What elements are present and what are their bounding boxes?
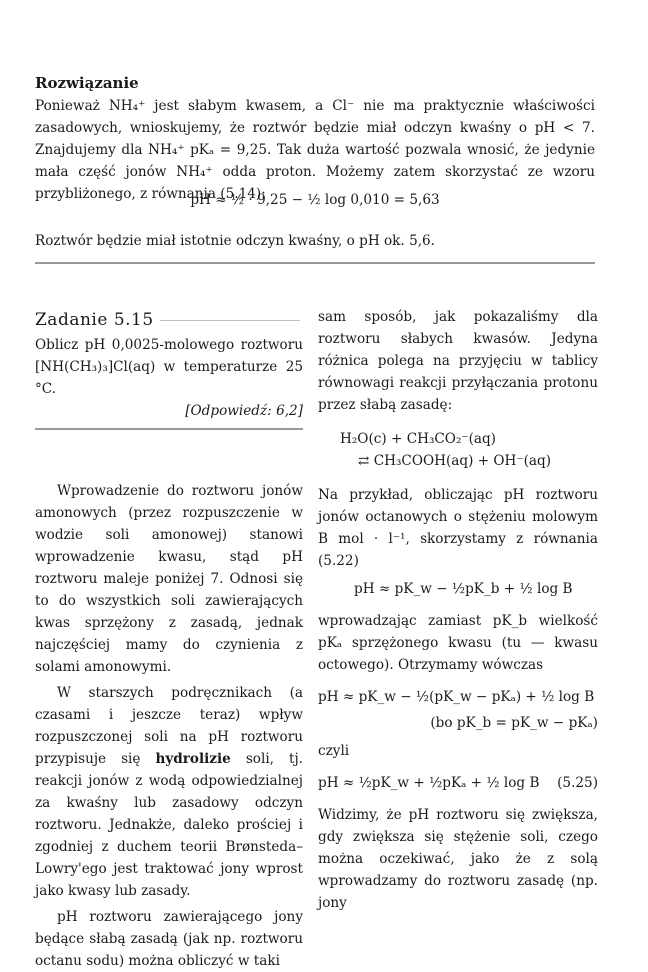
reaction-line-1: H₂O(c) + CH₃CO₂⁻(aq) [340, 431, 496, 447]
section-divider [35, 262, 595, 264]
equation-derivation: pH ≈ pK_w − ½(pK_w − pKₐ) + ½ log B [318, 689, 595, 705]
right-paragraph-4: Widzimy, że pH roztworu się zwiększa, gdy zwiększa się stężenie soli, czego można oczekiwać, jako że z solą wprowadzamy do roztworu zasadę (np. jony [318, 807, 598, 911]
right-paragraph-3: wprowadzając zamiast pK_b wielkość pKₐ sprzężonego kwasu (tu — kwasu octowego). Otrzymamy wówczas [318, 613, 598, 673]
left-paragraph-1: Wprowadzenie do roztworu jonów amonowych (przez rozpuszczenie w wodzie soli amonowej) stanowi wprowadzenie kwasu, stąd pH roztworu maleje poniżej 7. Odnosi się to do wszystkich soli zawierających kwas sprzężony z zasadą, jednak najczęściej mamy do czynienia z solami amonowymi. [35, 483, 303, 675]
task-title: Zadanie 5.15 [35, 310, 154, 330]
solution-paragraph: Ponieważ NH₄⁺ jest słabym kwasem, a Cl⁻ nie ma praktycznie właściwości zasadowych, wnioskujemy, że roztwór będzie miał odczyn kwaśny o pH < 7. Znajdujemy dla NH₄⁺ pKₐ = 9,25. Tak duża wartość pozwala wnosić, że jedynie mała część jonów NH₄⁺ odda proton. Możemy zatem skorzystać ze wzoru przybliżonego, z równania (5.14): [35, 98, 595, 202]
equation-number: (5.25) [557, 775, 598, 791]
right-column [318, 306, 598, 914]
equation-note: (bo pK_b = pK_w − pKₐ) [430, 715, 598, 731]
right-paragraph-1: sam sposób, jak pokazaliśmy dla roztworu słabych kwasów. Jedyna różnica polega na przyjęciu w tablicy równowagi reakcji przyłączania protonu przez słabą zasadę: [318, 309, 598, 413]
left-p2-before: W starszych podręcznikach (a czasami i jeszcze teraz) wpływ rozpuszczonej soli na pH roztworu przypisuje się [35, 685, 303, 767]
left-paragraph-2 [35, 682, 303, 902]
solution-heading: Rozwiązanie [35, 74, 139, 92]
left-paragraph-3: pH roztworu zawierającego jony będące słabą zasadą (jak np. roztworu octanu sodu) można obliczyć w taki [35, 909, 303, 969]
right-paragraph-2: Na przykład, obliczając pH roztworu jonów octanowych o stężeniu molowym B mol · l⁻¹, skorzystamy z równania (5.22) [318, 487, 598, 569]
left-p2-after: soli, tj. reakcji jonów z wodą odpowiedzialnej za kwaśny lub zasadowy odczyn roztworu. Jednakże, daleko prościej i zgodniej z duchem teorii Brønsteda–Lowry'ego jest traktować jony wprost jako kwasy lub zasady. [35, 751, 303, 899]
reaction-line-2: ⇄ CH₃COOH(aq) + OH⁻(aq) [358, 453, 551, 469]
task-divider [35, 428, 303, 430]
czyli-label: czyli [318, 743, 350, 759]
solution-equation: pH ≈ ½ · 9,25 − ½ log 0,010 = 5,63 [190, 192, 440, 208]
left-column [35, 480, 303, 972]
solution-conclusion: Roztwór będzie miał istotnie odczyn kwaśny, o pH ok. 5,6. [35, 233, 436, 249]
task-title-rule [160, 320, 300, 321]
keyword-hydrolysis: hydrolizie [155, 751, 231, 767]
equation-5-25: pH ≈ ½pK_w + ½pKₐ + ½ log B [318, 775, 540, 791]
task-answer: [Odpowiedź: 6,2] [185, 403, 303, 419]
task-body: Oblicz pH 0,0025-molowego roztworu [NH(CH₃)₃]Cl(aq) w temperaturze 25 °C. [35, 337, 303, 397]
equation-5-22: pH ≈ pK_w − ½pK_b + ½ log B [354, 581, 573, 597]
equation-5-25-row [318, 772, 598, 794]
